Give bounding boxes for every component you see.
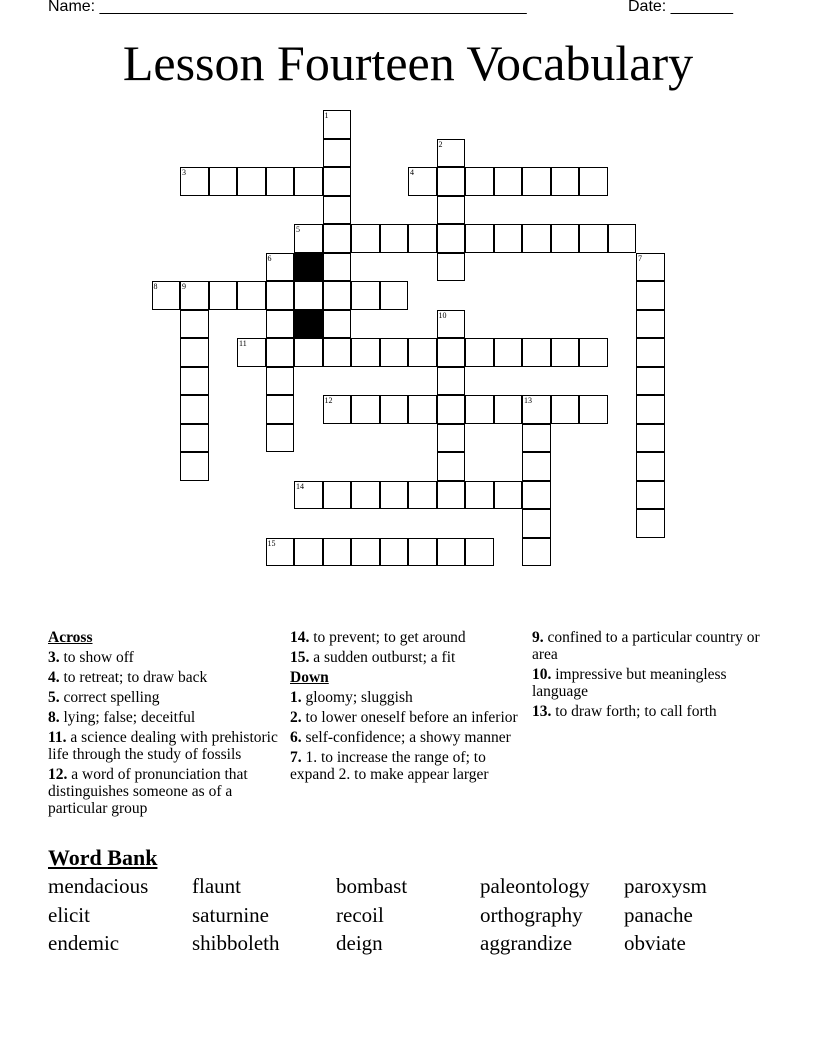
clue-across-11: 11. a science dealing with prehistoric life through the study of fossils xyxy=(48,729,278,763)
crossword-cell[interactable] xyxy=(380,395,409,424)
crossword-cell[interactable] xyxy=(636,367,665,396)
word-bank-word: deign xyxy=(336,931,383,955)
crossword-cell[interactable] xyxy=(437,167,466,196)
crossword-cell[interactable] xyxy=(180,338,209,367)
word-bank-word: panache xyxy=(624,902,693,927)
crossword-cell[interactable] xyxy=(266,281,295,310)
crossword-cell[interactable] xyxy=(437,481,466,510)
crossword-cell[interactable] xyxy=(551,395,580,424)
word-bank-word: shibboleth xyxy=(192,931,280,955)
crossword-cell[interactable] xyxy=(522,395,551,424)
crossword-cell[interactable] xyxy=(351,338,380,367)
crossword-cell[interactable] xyxy=(437,367,466,396)
crossword-cell[interactable] xyxy=(294,338,323,367)
crossword-cell[interactable] xyxy=(323,110,352,139)
crossword-cell[interactable] xyxy=(522,424,551,453)
crossword-cell[interactable] xyxy=(636,310,665,339)
crossword-cell[interactable] xyxy=(180,424,209,453)
crossword-cell[interactable] xyxy=(380,224,409,253)
crossword-cell[interactable] xyxy=(437,139,466,168)
clue-number: 3 xyxy=(182,168,186,177)
crossword-cell[interactable] xyxy=(380,338,409,367)
clue-column-2 xyxy=(290,629,522,786)
crossword-cell[interactable] xyxy=(522,224,551,253)
crossword-cell[interactable] xyxy=(551,224,580,253)
crossword-cell[interactable] xyxy=(351,224,380,253)
crossword-cell[interactable] xyxy=(380,281,409,310)
word-bank xyxy=(48,872,788,958)
word-bank-word: paleontology xyxy=(480,874,590,898)
word-bank-word: elicit xyxy=(48,902,90,927)
crossword-cell[interactable] xyxy=(380,538,409,567)
clue-down-1: 1. gloomy; sluggish xyxy=(290,689,413,706)
clue-across-8: 8. lying; false; deceitful xyxy=(48,709,196,726)
crossword-cell[interactable] xyxy=(465,395,494,424)
crossword-cell[interactable] xyxy=(551,338,580,367)
word-bank-title: Word Bank xyxy=(48,845,158,870)
crossword-cell[interactable] xyxy=(323,253,352,282)
crossword-cell[interactable] xyxy=(323,481,352,510)
clue-number: 6 xyxy=(267,253,272,263)
crossword-cell[interactable] xyxy=(266,424,295,453)
date-field-label: Date: _______ xyxy=(628,0,733,15)
clue-down-9: 9. confined to a particular country or area xyxy=(532,629,760,663)
word-bank-word: endemic xyxy=(48,931,120,955)
crossword-cell[interactable] xyxy=(294,281,323,310)
clue-number: 7 xyxy=(638,253,642,263)
word-bank-word: saturnine xyxy=(192,902,269,927)
crossword-cell[interactable] xyxy=(522,167,551,196)
crossword-cell[interactable] xyxy=(522,338,551,367)
crossword-cell[interactable] xyxy=(323,139,352,168)
crossword-cell[interactable] xyxy=(323,281,352,310)
crossword-cell[interactable] xyxy=(636,452,665,481)
crossword-cell[interactable] xyxy=(323,538,352,567)
crossword-cell[interactable] xyxy=(266,253,295,282)
crossword-cell[interactable] xyxy=(408,481,437,510)
crossword-cell[interactable] xyxy=(266,367,295,396)
crossword-cell[interactable] xyxy=(494,167,523,196)
crossword-cell[interactable] xyxy=(437,538,466,567)
crossword-cell[interactable] xyxy=(465,538,494,567)
crossword-cell[interactable] xyxy=(437,196,466,225)
name-field-label: Name: ________________________________________________ xyxy=(48,0,527,15)
clue-number: 14 xyxy=(296,481,304,491)
word-bank-word: bombast xyxy=(336,874,408,898)
crossword-cell[interactable] xyxy=(522,538,551,567)
clue-across-12: 12. a word of pronunciation that distinguishes someone as of a particular group xyxy=(48,766,248,817)
clue-number: 13 xyxy=(524,396,532,405)
crossword-cell[interactable] xyxy=(266,395,295,424)
word-bank-word: mendacious xyxy=(48,874,149,898)
crossword-cell[interactable] xyxy=(237,167,266,196)
crossword-cell[interactable] xyxy=(351,538,380,567)
clue-down-7: 7. 1. to increase the range of; to expand 2. to make appear larger xyxy=(290,749,489,783)
word-bank-word: aggrandize xyxy=(480,931,573,955)
crossword-cell[interactable] xyxy=(494,338,523,367)
crossword-cell[interactable] xyxy=(522,481,551,510)
crossword-cell[interactable] xyxy=(608,224,637,253)
crossword-cell[interactable] xyxy=(437,395,466,424)
word-bank-word: obviate xyxy=(624,931,686,955)
crossword-cell[interactable] xyxy=(465,167,494,196)
crossword-cell[interactable] xyxy=(579,338,608,367)
crossword-cell[interactable] xyxy=(323,167,352,196)
crossword-cell[interactable] xyxy=(180,167,209,196)
crossword-cell[interactable] xyxy=(408,538,437,567)
crossword-cell[interactable] xyxy=(437,224,466,253)
crossword-cell[interactable] xyxy=(180,452,209,481)
crossword-cell[interactable] xyxy=(437,338,466,367)
page-title: Lesson Fourteen Vocabulary xyxy=(122,35,694,91)
crossword-cell[interactable] xyxy=(351,481,380,510)
crossword-cell[interactable] xyxy=(209,281,238,310)
crossword-cell[interactable] xyxy=(579,224,608,253)
crossword-cell[interactable] xyxy=(294,481,323,510)
crossword-cell[interactable] xyxy=(266,338,295,367)
crossword-cell[interactable] xyxy=(465,338,494,367)
crossword-cell[interactable] xyxy=(266,310,295,339)
crossword-cell[interactable] xyxy=(522,452,551,481)
crossword-cell[interactable] xyxy=(237,338,266,367)
crossword-cell[interactable] xyxy=(494,395,523,424)
clue-down-6: 6. self-confidence; a showy manner xyxy=(290,729,511,746)
down-heading: Down xyxy=(290,669,329,686)
crossword-cell[interactable] xyxy=(408,338,437,367)
crossword-cell[interactable] xyxy=(180,281,209,310)
crossword-cell[interactable] xyxy=(408,224,437,253)
crossword-cell[interactable] xyxy=(408,167,437,196)
crossword-cell[interactable] xyxy=(266,538,295,567)
clue-number: 15 xyxy=(267,538,276,548)
clue-across-14: 14. to prevent; to get around xyxy=(290,629,466,646)
clue-across-3: 3. to show off xyxy=(48,649,134,666)
crossword-cell[interactable] xyxy=(579,167,608,196)
crossword-cell[interactable] xyxy=(636,338,665,367)
clue-column-1 xyxy=(48,629,280,820)
crossword-cell[interactable] xyxy=(237,281,266,310)
crossword-cell[interactable] xyxy=(323,224,352,253)
clue-number: 9 xyxy=(182,282,186,291)
crossword-cell[interactable] xyxy=(323,196,352,225)
crossword-cell[interactable] xyxy=(323,310,352,339)
crossword-cell[interactable] xyxy=(636,424,665,453)
clue-number: 11 xyxy=(239,339,247,348)
crossword-cell[interactable] xyxy=(408,395,437,424)
clue-number: 2 xyxy=(438,139,443,149)
crossword-cell[interactable] xyxy=(636,281,665,310)
clue-down-2: 2. to lower oneself before an inferior xyxy=(290,709,518,726)
crossword-cell[interactable] xyxy=(294,224,323,253)
clue-number: 5 xyxy=(296,225,300,234)
crossword-cell[interactable] xyxy=(579,395,608,424)
crossword-cell[interactable] xyxy=(323,395,352,424)
crossword-cell[interactable] xyxy=(437,253,466,282)
crossword-cell[interactable] xyxy=(266,167,295,196)
clue-down-13: 13. to draw forth; to call forth xyxy=(532,703,717,720)
crossword-cell[interactable] xyxy=(152,281,181,310)
crossword-cell[interactable] xyxy=(522,509,551,538)
word-bank-word: recoil xyxy=(336,902,384,927)
crossword-cell[interactable] xyxy=(323,338,352,367)
crossword-cell[interactable] xyxy=(551,167,580,196)
crossword-cell[interactable] xyxy=(351,281,380,310)
across-heading: Across xyxy=(48,629,93,646)
crossword-cell[interactable] xyxy=(294,167,323,196)
clue-down-10: 10. impressive but meaningless language xyxy=(532,666,727,700)
crossword-cell[interactable] xyxy=(437,424,466,453)
crossword-cell[interactable] xyxy=(465,481,494,510)
clue-number: 10 xyxy=(438,310,447,320)
word-bank-word: orthography xyxy=(480,902,583,927)
crossword-cell[interactable] xyxy=(636,253,665,282)
crossword-block xyxy=(294,253,323,282)
clue-across-4: 4. to retreat; to draw back xyxy=(48,669,208,686)
clue-number: 1 xyxy=(324,111,329,120)
crossword-cell[interactable] xyxy=(465,224,494,253)
crossword-cell[interactable] xyxy=(636,481,665,510)
crossword-cell[interactable] xyxy=(437,310,466,339)
clue-across-5: 5. correct spelling xyxy=(48,689,160,706)
clue-number: 12 xyxy=(324,396,333,405)
crossword-cell[interactable] xyxy=(294,538,323,567)
clue-number: 4 xyxy=(410,168,414,177)
word-bank-word: flaunt xyxy=(192,874,241,898)
crossword-cell[interactable] xyxy=(494,224,523,253)
crossword-cell[interactable] xyxy=(636,395,665,424)
crossword-cell[interactable] xyxy=(636,509,665,538)
crossword-cell[interactable] xyxy=(380,481,409,510)
clue-column-3 xyxy=(532,629,764,723)
crossword-cell[interactable] xyxy=(209,167,238,196)
clue-across-15: 15. a sudden outburst; a fit xyxy=(290,649,456,666)
word-bank-word: paroxysm xyxy=(624,874,707,898)
crossword-cell[interactable] xyxy=(437,452,466,481)
crossword-block xyxy=(294,310,323,339)
crossword-cell[interactable] xyxy=(351,395,380,424)
crossword-cell[interactable] xyxy=(494,481,523,510)
clue-number: 8 xyxy=(153,282,158,291)
crossword-cell[interactable] xyxy=(180,310,209,339)
crossword-cell[interactable] xyxy=(180,395,209,424)
crossword-cell[interactable] xyxy=(180,367,209,396)
